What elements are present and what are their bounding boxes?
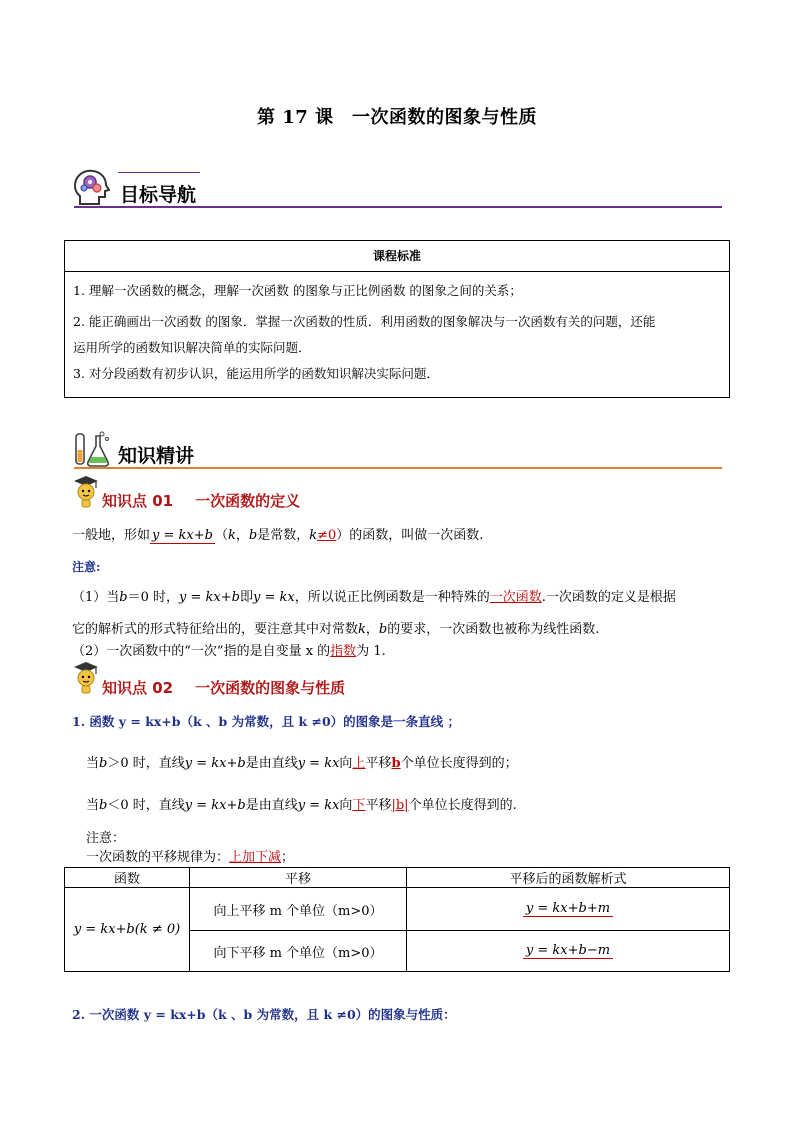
function-cell: y = kx+b(k ≠ 0) <box>65 888 190 972</box>
table-header-row <box>65 868 730 888</box>
text: 它的解析式的形式特征给出的，要注意其中对常数 <box>72 622 359 637</box>
formula: y = kx+b <box>152 528 213 543</box>
kp2-shift-rule <box>86 846 294 865</box>
text: .一次函数的定义是根据 <box>541 590 676 605</box>
text: 向 <box>339 798 353 813</box>
formula: y = kx+b <box>179 590 240 605</box>
kp1-note-2 <box>72 640 386 659</box>
result-cell <box>407 888 730 931</box>
result-formula: y = kx+b−m <box>523 943 613 959</box>
kp-title: 一次函数的图象与性质 <box>195 679 346 697</box>
var: b <box>248 528 258 543</box>
section-heading-top-rule <box>118 172 200 173</box>
text: 是由直线 <box>245 756 298 771</box>
text: （2）一次函数中的“一次”指的是自变量 x 的 <box>72 644 331 659</box>
var: k <box>358 622 366 637</box>
text: ＜0 时，直线 <box>107 798 185 813</box>
text: ； <box>281 850 295 865</box>
standards-header: 课程标准 <box>372 249 421 263</box>
text: 一次函数的平移规律为： <box>86 850 230 865</box>
text: 为 1. <box>356 644 386 659</box>
text: 即 <box>239 590 253 605</box>
standard-item-1: 1. 理解一次函数的概念，理解一次函数 的图象与正比例函数 的图象之间的关系； <box>73 283 522 298</box>
table-header: 平移 <box>190 868 407 888</box>
text: 的要求，一次函数也被称为线性函数. <box>387 622 600 637</box>
formula: y = kx <box>297 798 340 813</box>
lab-flask-icon <box>72 430 112 468</box>
text: ＞0 时，直线 <box>107 756 185 771</box>
text: ＝0 时， <box>127 590 180 605</box>
text: 平移 <box>365 756 392 771</box>
kp2-point-1: 1. 函数 y = kx+b（k 、b 为常数，且 k ≠0）的图象是一条直线 ； <box>72 714 461 729</box>
highlight: 下 <box>352 798 366 813</box>
text: 个单位长度得到的； <box>400 756 518 771</box>
text: ， <box>235 528 249 543</box>
graduate-mascot-icon <box>72 474 100 508</box>
text: 当 <box>86 756 100 771</box>
highlight: 上 <box>352 756 366 771</box>
kp-label: 知识点 01 <box>102 492 174 510</box>
text: 是由直线 <box>245 798 298 813</box>
text: ）的函数，叫做一次函数. <box>336 528 484 543</box>
section-divider <box>74 206 722 208</box>
text: 平移 <box>365 798 392 813</box>
var: b <box>99 756 108 771</box>
text: （ <box>214 528 228 543</box>
section-divider <box>74 467 722 469</box>
text: 一般地，形如 <box>72 528 151 543</box>
table-header: 平移后的函数解析式 <box>407 868 730 888</box>
result-formula: y = kx+b+m <box>523 901 613 917</box>
text: ， <box>365 622 379 637</box>
highlight: b <box>391 756 401 771</box>
text: ，所以说正比例函数是一种特殊的 <box>294 590 490 605</box>
standard-item-2a: 2. 能正确画出一次函数 的图象．掌握一次函数的性质．利用函数的图象解决与一次函数有关的问题，还能 <box>73 314 656 329</box>
highlight: 一次函数 <box>489 590 542 605</box>
knowledge-point-02-heading <box>102 677 345 698</box>
note-label: 注意: <box>72 560 101 574</box>
section-heading-goals: 目标导航 <box>120 184 197 206</box>
highlight: |b| <box>391 798 409 813</box>
var: k <box>309 528 318 543</box>
kp1-note-1 <box>72 586 676 605</box>
kp1-definition <box>72 524 483 543</box>
standard-item-2b: 运用所学的函数知识解决简单的实际问题． <box>73 340 311 355</box>
kp-title: 一次函数的定义 <box>195 492 301 510</box>
kp-label: 知识点 02 <box>102 679 174 697</box>
var: k <box>227 528 236 543</box>
standards-body <box>65 271 729 387</box>
kp2-case-negative <box>86 794 517 813</box>
course-standards-box <box>64 240 730 398</box>
text: 向 <box>339 756 353 771</box>
formula: y = kx+b <box>184 756 246 771</box>
highlight: 指数 <box>330 644 357 659</box>
var: b <box>119 590 128 605</box>
formula: y = kx <box>297 756 340 771</box>
shift-table <box>64 867 730 972</box>
text: （1）当 <box>72 590 120 605</box>
text: 是常数， <box>257 528 310 543</box>
knowledge-point-01-heading <box>102 490 300 511</box>
text: 个单位长度得到的. <box>408 798 517 813</box>
condition: ≠0 <box>317 528 337 543</box>
page-title: 第 17 课 一次函数的图象与性质 <box>256 107 538 128</box>
text: 当 <box>86 798 100 813</box>
table-header: 函数 <box>65 868 190 888</box>
shift-cell: 向上平移 m 个单位（m>0） <box>190 888 407 931</box>
table-row <box>65 888 730 931</box>
formula: y = kx+b <box>184 798 246 813</box>
kp2-note: 注意： <box>86 831 126 846</box>
var: b <box>99 798 108 813</box>
kp2-point-2: 2. 一次函数 y = kx+b（k 、b 为常数，且 k ≠0）的图象与性质： <box>72 1007 456 1022</box>
var: b <box>378 622 388 637</box>
result-cell <box>407 931 730 972</box>
kp2-case-positive <box>86 752 518 771</box>
standard-item-3: 3. 对分段函数有初步认识，能运用所学的函数知识解决实际问题． <box>73 366 439 381</box>
formula: y = kx <box>252 590 295 605</box>
highlight: 上加下减 <box>229 850 282 865</box>
kp1-note-1-line2 <box>72 618 599 637</box>
head-gears-icon <box>72 168 110 208</box>
shift-cell: 向下平移 m 个单位（m>0） <box>190 931 407 972</box>
section-heading-knowledge: 知识精讲 <box>118 445 195 467</box>
graduate-mascot-icon <box>72 660 100 694</box>
